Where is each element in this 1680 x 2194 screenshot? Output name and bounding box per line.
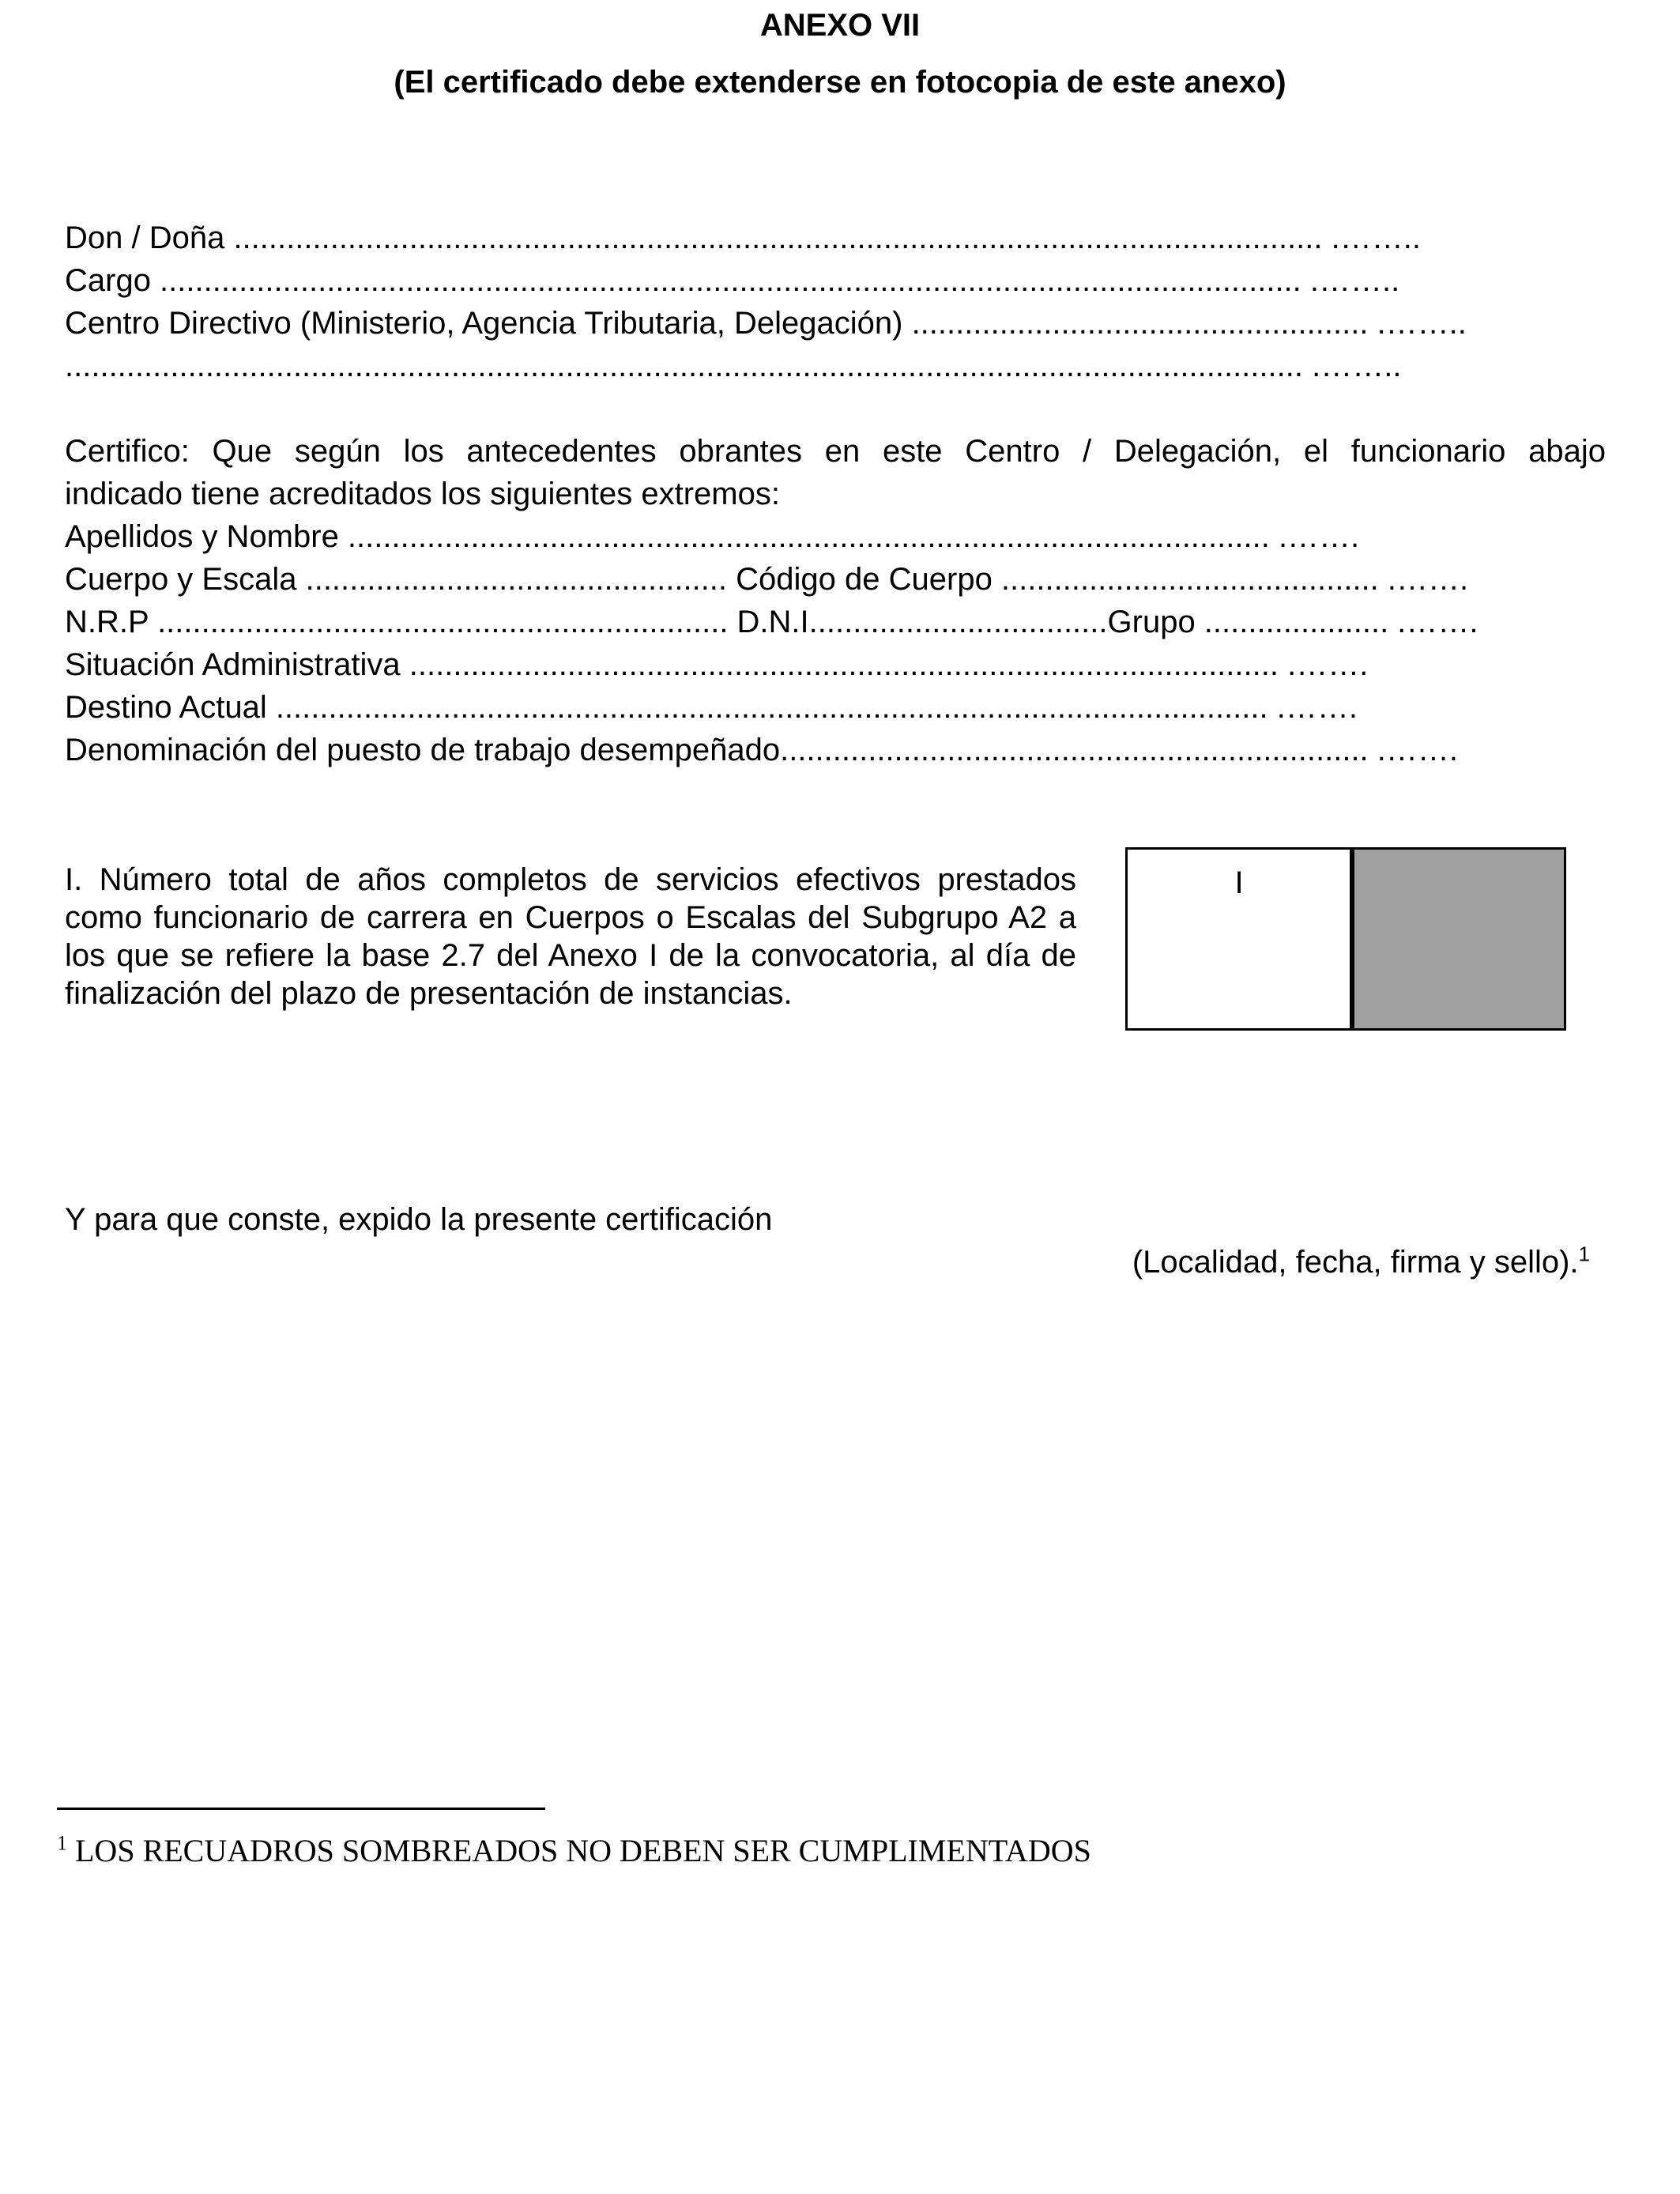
section-i-text: I. Número total de años completos de servicios efectivos prestados como funcionario de carrera en Cuerpos o Escalas del Subgrupo A2 a los que se refiere la base 2.7 del Anexo I de la convocatoria, al día de finalización del plazo de presentación de instancias. — [65, 862, 1076, 1011]
footnote-divider — [57, 1808, 545, 1810]
signature-line — [1132, 1242, 1590, 1280]
centro-directivo-continuation: ............................................................................................................................................. .…….. — [65, 349, 1402, 383]
certifico-line-1: Certifico: Que según los antecedentes obrantes en este Centro / Delegación, el funcionario abajo — [65, 434, 1606, 469]
footnote-text: LOS RECUADROS SOMBREADOS NO DEBEN SER CUMPLIMENTADOS — [67, 1833, 1091, 1868]
footnote — [57, 1832, 1091, 1869]
closing-text: Y para que conste, expido la presente certificación — [65, 1202, 773, 1237]
denominacion-field: Denominación del puesto de trabajo desempeñado................................................................... .……. — [65, 733, 1459, 767]
centro-directivo-field: Centro Directivo (Ministerio, Agencia Tributaria, Delegación) .................................................... .…….. — [65, 306, 1467, 341]
cargo-field: Cargo .................................................................................................................................. .…….. — [65, 263, 1400, 298]
section-i-value-box — [1125, 847, 1353, 1031]
footnote-number: 1 — [57, 1831, 67, 1855]
certifico-line-2: indicado tiene acreditados los siguientes extremos: — [65, 477, 780, 511]
document-subtitle: (El certificado debe extenderse en fotocopia de este anexo) — [394, 65, 1286, 100]
signature-text: (Localidad, fecha, firma y sello). — [1132, 1245, 1579, 1280]
situacion-field: Situación Administrativa ................................................................................................... .……. — [65, 647, 1369, 682]
apellidos-field: Apellidos y Nombre ......................................................................................................... .……. — [65, 519, 1360, 554]
document-title: ANEXO VII — [759, 8, 921, 43]
destino-field: Destino Actual ................................................................................................................. .……. — [65, 690, 1358, 725]
nrp-dni-grupo-field: N.R.P ................................................................. D.N.I..................................Grupo ..................... .……. — [65, 605, 1478, 639]
section-i-box-label: I — [1234, 865, 1244, 900]
shaded-box — [1350, 847, 1566, 1031]
cuerpo-escala-field: Cuerpo y Escala ................................................ Código de Cuerpo ........................................... .……. — [65, 562, 1469, 597]
footnote-ref: 1 — [1578, 1242, 1590, 1266]
don-dona-field: Don / Doña ............................................................................................................................ .…….. — [65, 221, 1421, 255]
